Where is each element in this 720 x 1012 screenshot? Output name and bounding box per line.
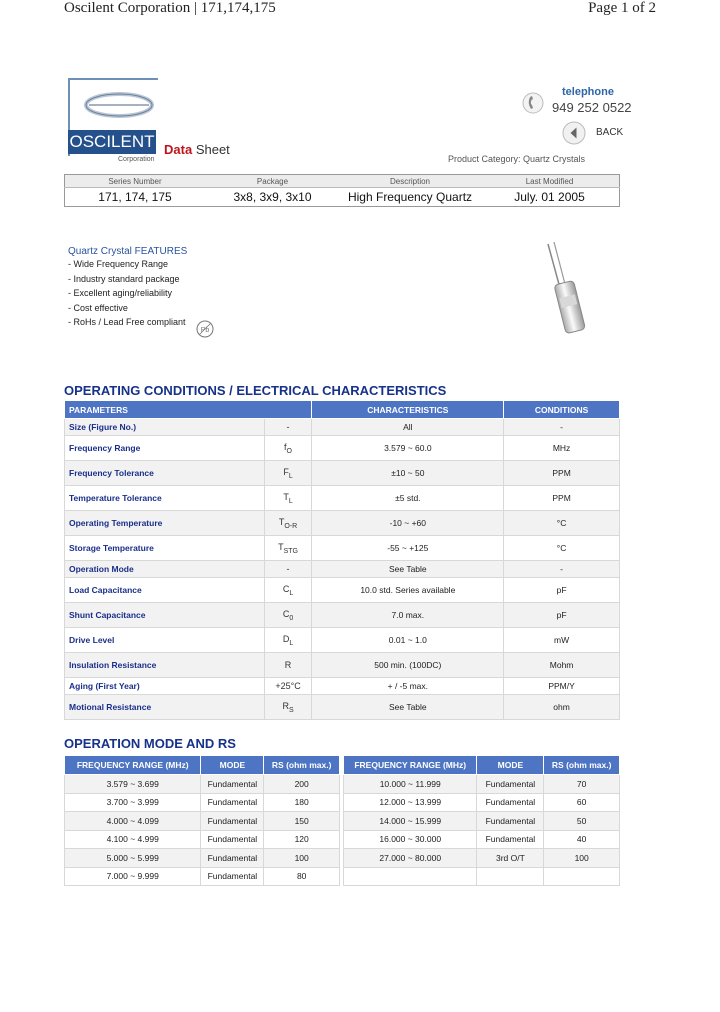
datasheet-label — [164, 142, 230, 157]
summary-header: Last Modified — [480, 175, 620, 188]
characteristic-value: ±5 std. — [312, 486, 504, 511]
rohs-text: Pb — [200, 327, 210, 334]
characteristic-value: + / -5 max. — [312, 678, 504, 695]
rs-value: 70 — [544, 775, 620, 794]
datasheet-word-1: Data — [164, 142, 193, 157]
telephone-number[interactable]: 949 252 0522 — [552, 100, 632, 115]
summary-header: Description — [340, 175, 480, 188]
mode-header: RS (ohm max.) — [264, 756, 340, 775]
characteristic-value: 3.579 ~ 60.0 — [312, 436, 504, 461]
parameter-name: Operation Mode — [65, 561, 265, 578]
spec-row — [65, 486, 620, 511]
mode: Fundamental — [477, 812, 544, 831]
rs-value: 50 — [544, 812, 620, 831]
condition-unit: PPM — [504, 461, 620, 486]
summary-value: 3x8, 3x9, 3x10 — [233, 190, 312, 204]
parameter-symbol — [264, 678, 312, 695]
summary-value: 171, 174, 175 — [98, 190, 172, 204]
frequency-range: 4.000 ~ 4.099 — [65, 812, 201, 831]
modes-section-title: OPERATION MODE AND RS — [64, 736, 236, 751]
mode-row — [344, 775, 620, 794]
characteristic-value: -10 ~ +60 — [312, 511, 504, 536]
condition-unit: - — [504, 419, 620, 436]
symbol-subscript: S — [288, 706, 294, 714]
mode: Fundamental — [477, 793, 544, 812]
rs-value: 80 — [264, 867, 340, 886]
symbol-main: T — [283, 491, 289, 502]
rs-value: 120 — [264, 830, 340, 849]
parameter-symbol — [264, 653, 312, 678]
parameter-symbol — [264, 695, 312, 720]
mode-row — [344, 830, 620, 849]
summary-table — [64, 174, 620, 207]
parameter-symbol — [264, 561, 312, 578]
characteristic-value: 500 min. (100DC) — [312, 653, 504, 678]
spec-header-parameters: PARAMETERS — [65, 401, 312, 419]
parameter-name: Aging (First Year) — [65, 678, 265, 695]
symbol-subscript: O — [286, 447, 292, 455]
symbol-main: C — [282, 608, 290, 619]
symbol-main: - — [286, 422, 290, 432]
parameter-symbol — [264, 461, 312, 486]
symbol-subscript: L — [289, 589, 294, 597]
mode: 3rd O/T — [477, 849, 544, 868]
feature-item: - Excellent aging/reliability — [68, 288, 173, 299]
characteristic-value: All — [312, 419, 504, 436]
frequency-range: 10.000 ~ 11.999 — [344, 775, 477, 794]
summary-value: July. 01 2005 — [514, 190, 585, 204]
feature-item: - Wide Frequency Range — [68, 259, 169, 269]
characteristic-value: See Table — [312, 561, 504, 578]
symbol-main: - — [286, 564, 290, 574]
spec-row — [65, 695, 620, 720]
characteristic-value: 10.0 std. Series available — [312, 578, 504, 603]
feature-item: - Industry standard package — [68, 273, 180, 284]
characteristic-value: ±10 ~ 50 — [312, 461, 504, 486]
parameter-name: Shunt Capacitance — [65, 603, 265, 628]
spec-row — [65, 536, 620, 561]
features-list — [68, 246, 187, 332]
condition-unit: °C — [504, 536, 620, 561]
rs-value: 150 — [264, 812, 340, 831]
symbol-main: T — [278, 516, 285, 527]
summary-header: Package — [205, 175, 340, 188]
rs-value: 100 — [264, 849, 340, 868]
symbol-main: +25°C — [275, 681, 301, 691]
condition-unit: Mohm — [504, 653, 620, 678]
crystal-product-icon — [540, 242, 594, 338]
symbol-main: R — [282, 700, 289, 711]
mode-row — [344, 793, 620, 812]
condition-unit: PPM — [504, 486, 620, 511]
mode-row — [344, 849, 620, 868]
parameter-name: Temperature Tolerance — [65, 486, 265, 511]
condition-unit: PPM/Y — [504, 678, 620, 695]
parameter-symbol — [264, 419, 312, 436]
logo-subtitle: Corporation — [118, 156, 155, 163]
spec-header-conditions: CONDITIONS — [504, 401, 620, 419]
rs-value: 60 — [544, 793, 620, 812]
spec-row — [65, 561, 620, 578]
mode-row — [65, 812, 340, 831]
mode: Fundamental — [477, 775, 544, 794]
rs-value: 100 — [544, 849, 620, 868]
spec-row — [65, 578, 620, 603]
mode-table-left — [64, 755, 340, 886]
spec-header-characteristics: CHARACTERISTICS — [312, 401, 504, 419]
frequency-range: 3.700 ~ 3.999 — [65, 793, 201, 812]
datasheet-word-2: Sheet — [195, 142, 230, 157]
mode-header: FREQUENCY RANGE (MHz) — [65, 756, 201, 775]
page-number: Page 1 of 2 — [588, 0, 656, 16]
characteristics-table — [64, 400, 620, 720]
summary-value: High Frequency Quartz — [347, 190, 473, 204]
back-arrow-icon[interactable] — [562, 121, 586, 145]
symbol-main: f — [284, 441, 287, 452]
characteristic-value: 0.01 ~ 1.0 — [312, 628, 504, 653]
symbol-subscript: O-R — [284, 522, 298, 530]
symbol-main: D — [282, 633, 290, 644]
spec-row — [65, 678, 620, 695]
symbol-main: T — [278, 541, 284, 552]
frequency-range: 14.000 ~ 15.999 — [344, 812, 477, 831]
frequency-range: 27.000 ~ 80.000 — [344, 849, 477, 868]
logo: OSCILENT — [68, 130, 156, 154]
rs-value: 180 — [264, 793, 340, 812]
features-title: Quartz Crystal FEATURES — [68, 246, 188, 257]
mode: Fundamental — [201, 775, 264, 794]
parameter-symbol — [264, 486, 312, 511]
condition-unit: mW — [504, 628, 620, 653]
condition-unit: pF — [504, 578, 620, 603]
parameter-name: Motional Resistance — [65, 695, 265, 720]
condition-unit: pF — [504, 603, 620, 628]
parameter-name: Operating Temperature — [65, 511, 265, 536]
telephone-label: telephone — [562, 86, 614, 98]
parameter-name: Storage Temperature — [65, 536, 265, 561]
telephone-icon — [522, 92, 544, 114]
frequency-range: 16.000 ~ 30.000 — [344, 830, 477, 849]
rs-value: 40 — [544, 830, 620, 849]
mode-header: FREQUENCY RANGE (MHz) — [344, 756, 477, 775]
characteristic-value: 7.0 max. — [312, 603, 504, 628]
characteristic-value: See Table — [312, 695, 504, 720]
spec-row — [65, 436, 620, 461]
parameter-name: Drive Level — [65, 628, 265, 653]
mode-row — [65, 775, 340, 794]
mode: Fundamental — [201, 867, 264, 886]
frequency-range: 4.100 ~ 4.999 — [65, 830, 201, 849]
symbol-subscript: L — [289, 639, 294, 647]
mode: Fundamental — [477, 830, 544, 849]
mode-row — [344, 812, 620, 831]
rs-value: 200 — [264, 775, 340, 794]
mode: Fundamental — [201, 812, 264, 831]
parameter-symbol — [264, 603, 312, 628]
parameter-symbol — [264, 578, 312, 603]
symbol-main: C — [282, 583, 290, 594]
mode — [477, 867, 544, 886]
feature-item: - Cost effective — [68, 302, 128, 313]
parameter-name: Frequency Range — [65, 436, 265, 461]
mode-header: RS (ohm max.) — [544, 756, 620, 775]
symbol-subscript: STG — [283, 547, 298, 555]
mode: Fundamental — [201, 849, 264, 868]
condition-unit: °C — [504, 511, 620, 536]
frequency-range — [344, 867, 477, 886]
characteristic-value: -55 ~ +125 — [312, 536, 504, 561]
rohs-icon — [196, 320, 214, 338]
frequency-range: 5.000 ~ 5.999 — [65, 849, 201, 868]
mode-row — [65, 793, 340, 812]
spec-row — [65, 419, 620, 436]
document-title: Oscilent Corporation | 171,174,175 — [64, 0, 276, 16]
parameter-symbol — [264, 511, 312, 536]
parameter-name: Load Capacitance — [65, 578, 265, 603]
mode-row — [344, 867, 620, 886]
feature-item: - RoHs / Lead Free compliant — [68, 317, 186, 328]
product-category: Product Category: Quartz Crystals — [448, 154, 586, 164]
frequency-range: 3.579 ~ 3.699 — [65, 775, 201, 794]
symbol-subscript: L — [288, 497, 293, 505]
symbol-main: F — [283, 466, 289, 477]
rs-value — [544, 867, 620, 886]
symbol-main: R — [284, 660, 292, 670]
condition-unit: MHz — [504, 436, 620, 461]
parameter-symbol — [264, 536, 312, 561]
mode-row — [65, 849, 340, 868]
symbol-subscript: 0 — [289, 614, 294, 622]
frequency-range: 12.000 ~ 13.999 — [344, 793, 477, 812]
mode-header: MODE — [201, 756, 264, 775]
mode-header: MODE — [477, 756, 544, 775]
spec-row — [65, 653, 620, 678]
spec-row — [65, 511, 620, 536]
spec-row — [65, 628, 620, 653]
parameter-symbol — [264, 436, 312, 461]
spec-row — [65, 603, 620, 628]
frequency-range: 7.000 ~ 9.999 — [65, 867, 201, 886]
condition-unit: ohm — [504, 695, 620, 720]
summary-header: Series Number — [65, 175, 206, 188]
mode: Fundamental — [201, 830, 264, 849]
parameter-name: Size (Figure No.) — [65, 419, 265, 436]
spec-section-title: OPERATING CONDITIONS / ELECTRICAL CHARACTERISTICS — [64, 383, 447, 398]
parameter-name: Insulation Resistance — [65, 653, 265, 678]
back-link[interactable]: BACK — [596, 127, 624, 138]
mode-row — [65, 867, 340, 886]
condition-unit: - — [504, 561, 620, 578]
mode-table-right — [343, 755, 620, 886]
symbol-subscript: L — [288, 472, 293, 480]
parameter-name: Frequency Tolerance — [65, 461, 265, 486]
spec-row — [65, 461, 620, 486]
mode: Fundamental — [201, 793, 264, 812]
parameter-symbol — [264, 628, 312, 653]
logo-ring-icon — [83, 90, 155, 120]
mode-row — [65, 830, 340, 849]
